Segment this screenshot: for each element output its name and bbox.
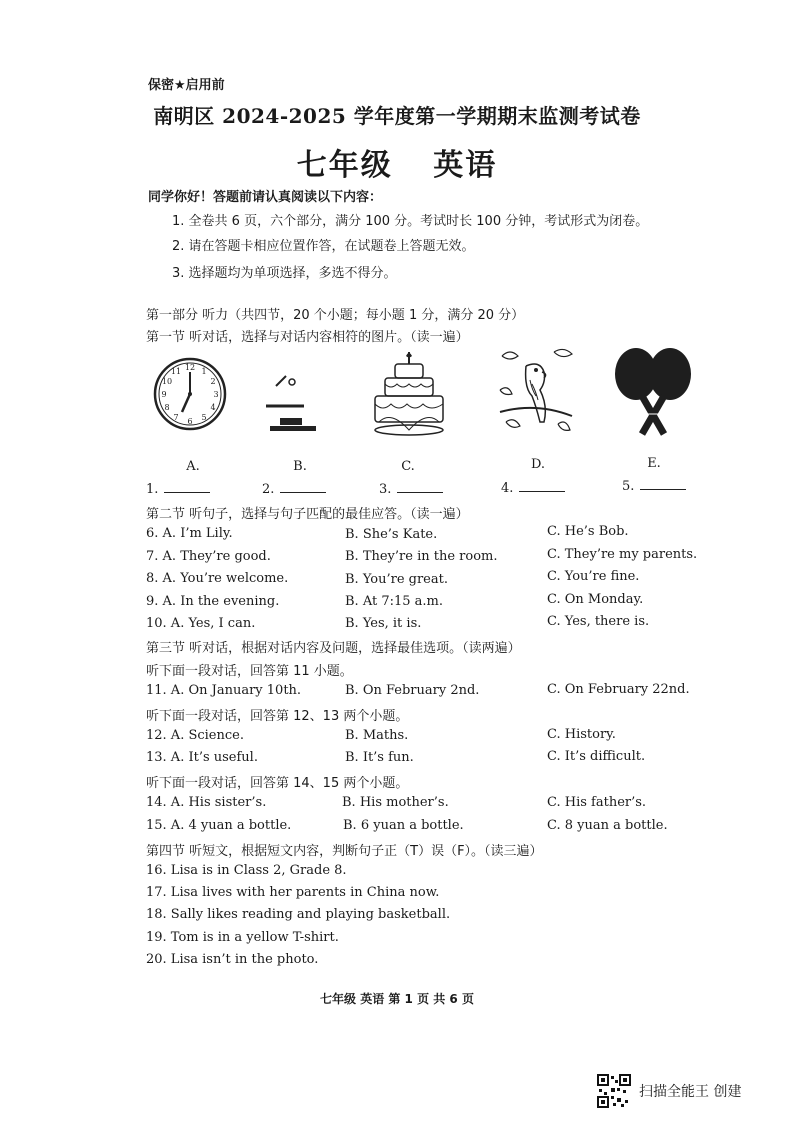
svg-text:7: 7 bbox=[173, 413, 179, 422]
q8-option-b: B. You’re great. bbox=[345, 572, 448, 587]
birthday-cake-icon bbox=[371, 350, 447, 438]
q15-option-c: C. 8 yuan a bottle. bbox=[547, 818, 668, 833]
statement-18: 18. Sally likes reading and playing basketball. bbox=[146, 907, 451, 922]
page-footer: 七年级 英语 第 1 页 共 6 页 bbox=[320, 992, 474, 1006]
instruction-item: 3. 选择题均为单项选择，多选不得分。 bbox=[172, 266, 397, 281]
picture-label-b: B. bbox=[293, 459, 307, 474]
confidential-label: 保密★启用前 bbox=[148, 78, 225, 93]
exam-title: 南明区 2024-2025 学年度第一学期期末监测考试卷 bbox=[153, 104, 641, 128]
statement-17: 17. Lisa lives with her parents in China now. bbox=[146, 885, 440, 900]
svg-text:9: 9 bbox=[161, 390, 167, 399]
instruction-item: 1. 全卷共 6 页，六个部分，满分 100 分。考试时长 100 分钟，考试形式为闭卷。 bbox=[172, 214, 649, 229]
q7-option-b: B. They’re in the room. bbox=[345, 549, 498, 564]
ping-pong-table-icon bbox=[262, 370, 328, 436]
instruction-item: 2. 请在答题卡相应位置作答，在试题卷上答题无效。 bbox=[172, 239, 475, 254]
blank-number: 4. bbox=[501, 481, 514, 496]
picture-label-d: D. bbox=[530, 457, 546, 472]
parrot-icon bbox=[496, 346, 576, 440]
q13-option-b: B. It’s fun. bbox=[345, 750, 414, 765]
blank-number: 3. bbox=[379, 482, 392, 497]
q14-option-b: B. His mother’s. bbox=[342, 795, 449, 810]
q11-option-b: B. On February 2nd. bbox=[345, 683, 480, 698]
q15-option-b: B. 6 yuan a bottle. bbox=[343, 818, 464, 833]
statement-16: 16. Lisa is in Class 2, Grade 8. bbox=[146, 863, 347, 878]
part1-title: 第一部分 听力（共四节，20 个小题；每小题 1 分，满分 20 分） bbox=[146, 308, 525, 323]
q12-option-c: C. History. bbox=[547, 727, 616, 742]
q8-option-a: 8. A. You’re welcome. bbox=[146, 571, 289, 586]
blank-number: 2. bbox=[262, 482, 275, 497]
q10-option-b: B. Yes, it is. bbox=[345, 616, 422, 631]
section1-title: 第一节 听对话，选择与对话内容相符的图片。（读一遍） bbox=[146, 330, 469, 345]
answer-blank-4[interactable] bbox=[501, 481, 565, 496]
q14-option-c: C. His father’s. bbox=[547, 795, 647, 810]
svg-text:2: 2 bbox=[210, 377, 216, 386]
section4-title: 第四节 听短文，根据短文内容，判断句子正（T）误（F）。（读三遍） bbox=[146, 844, 543, 859]
statement-20: 20. Lisa isn’t in the photo. bbox=[146, 952, 319, 967]
svg-text:10: 10 bbox=[161, 377, 173, 386]
svg-text:5: 5 bbox=[201, 413, 207, 422]
svg-text:4: 4 bbox=[210, 403, 216, 412]
q12-option-b: B. Maths. bbox=[345, 728, 409, 743]
picture-label-e: E. bbox=[647, 456, 661, 471]
section3-intro-3: 听下面一段对话，回答第 14、15 两个小题。 bbox=[146, 776, 409, 791]
q6-option-a: 6. A. I’m Lily. bbox=[146, 526, 233, 541]
q7-option-c: C. They’re my parents. bbox=[547, 547, 698, 562]
picture-label-a: A. bbox=[186, 459, 200, 474]
svg-text:6: 6 bbox=[187, 417, 193, 426]
picture-label-c: C. bbox=[401, 459, 415, 474]
answer-blank-5[interactable] bbox=[622, 479, 686, 494]
section2-title: 第二节 听句子，选择与句子匹配的最佳应答。（读一遍） bbox=[146, 507, 469, 522]
grade-subject-title bbox=[0, 140, 794, 184]
section3-title: 第三节 听对话，根据对话内容及问题，选择最佳选项。（读两遍） bbox=[146, 641, 521, 656]
q15-option-a: 15. A. 4 yuan a bottle. bbox=[146, 818, 292, 833]
svg-text:1: 1 bbox=[201, 367, 207, 376]
statement-19: 19. Tom is in a yellow T-shirt. bbox=[146, 930, 339, 945]
answer-blank-2[interactable] bbox=[262, 482, 326, 497]
answer-blank-1[interactable] bbox=[146, 482, 210, 497]
blank-number: 5. bbox=[622, 479, 635, 494]
scanner-watermark bbox=[597, 1074, 741, 1108]
section3-intro-1: 听下面一段对话，回答第 11 小题。 bbox=[146, 664, 353, 679]
svg-text:3: 3 bbox=[213, 390, 219, 399]
watermark-text: 扫描全能王 创建 bbox=[639, 1084, 742, 1100]
q12-option-a: 12. A. Science. bbox=[146, 728, 244, 743]
q6-option-b: B. She’s Kate. bbox=[345, 527, 438, 542]
q7-option-a: 7. A. They’re good. bbox=[146, 549, 271, 564]
instructions-greeting: 同学你好！答题前请认真阅读以下内容： bbox=[148, 190, 383, 205]
q13-option-c: C. It’s difficult. bbox=[547, 749, 646, 764]
blank-number: 1. bbox=[146, 482, 159, 497]
q9-option-b: B. At 7:15 a.m. bbox=[345, 594, 444, 609]
svg-text:11: 11 bbox=[170, 367, 182, 376]
clock-icon bbox=[152, 352, 228, 436]
svg-text:12: 12 bbox=[184, 363, 196, 372]
q14-option-a: 14. A. His sister’s. bbox=[146, 795, 267, 810]
answer-blank-3[interactable] bbox=[379, 482, 443, 497]
q10-option-c: C. Yes, there is. bbox=[547, 614, 650, 629]
svg-text:8: 8 bbox=[164, 403, 170, 412]
q9-option-c: C. On Monday. bbox=[547, 592, 644, 607]
subject-label: 英语 bbox=[433, 148, 498, 183]
q11-option-a: 11. A. On January 10th. bbox=[146, 683, 302, 698]
q6-option-c: C. He’s Bob. bbox=[547, 524, 629, 539]
q13-option-a: 13. A. It’s useful. bbox=[146, 750, 258, 765]
q10-option-a: 10. A. Yes, I can. bbox=[146, 616, 256, 631]
ping-pong-paddles-icon bbox=[612, 346, 694, 440]
q11-option-c: C. On February 22nd. bbox=[547, 682, 690, 697]
q9-option-a: 9. A. In the evening. bbox=[146, 594, 280, 609]
qr-code-icon bbox=[597, 1074, 631, 1108]
grade-label: 七年级 bbox=[296, 148, 393, 183]
section3-intro-2: 听下面一段对话，回答第 12、13 两个小题。 bbox=[146, 709, 409, 724]
q8-option-c: C. You’re fine. bbox=[547, 569, 640, 584]
